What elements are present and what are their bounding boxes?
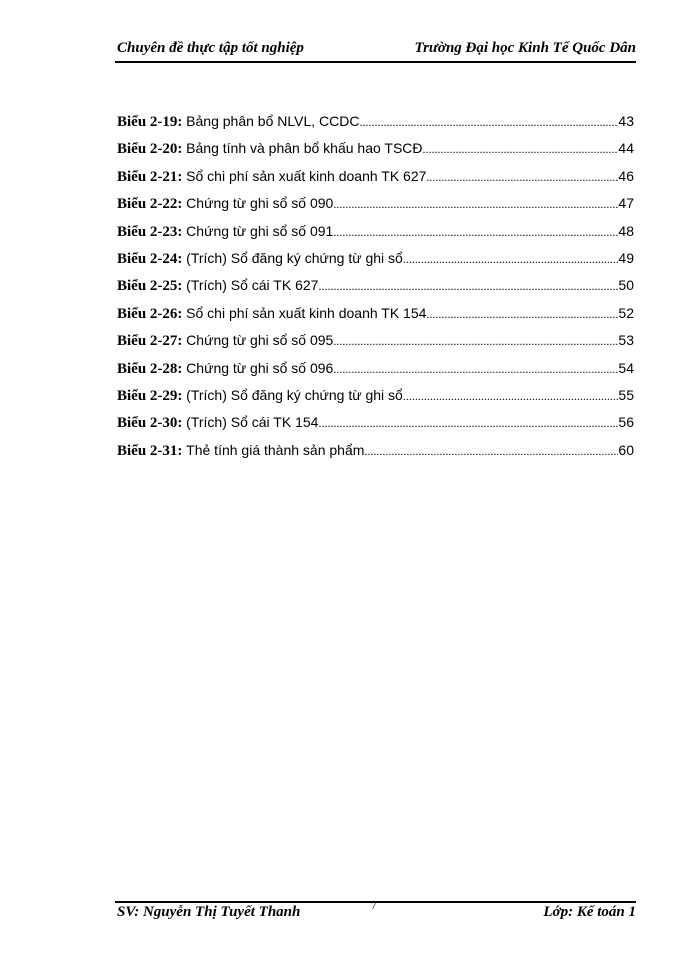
toc-entry[interactable] — [117, 442, 634, 469]
toc-entry-title: Chứng từ ghi sổ số 096 — [186, 359, 334, 376]
toc-entry-title: (Trích) Sổ cái TK 154 — [186, 414, 319, 431]
toc-entry[interactable] — [117, 168, 634, 195]
toc-entry[interactable] — [117, 140, 634, 167]
toc-leader-dots — [423, 142, 619, 157]
toc-entry-title: Thẻ tính giá thành sản phẩm — [186, 441, 365, 458]
toc-entry[interactable] — [117, 332, 634, 359]
toc-entry-label: Biểu 2-24: — [117, 250, 183, 267]
toc-entry[interactable] — [117, 223, 634, 250]
footer-student-name: SV: Nguyễn Thị Tuyết Thanh — [117, 904, 301, 920]
toc-entry-label: Biểu 2-31: — [117, 442, 183, 459]
toc-leader-dots — [333, 225, 618, 240]
toc-entry-title: Chứng từ ghi sổ số 090 — [186, 195, 334, 212]
table-of-figures — [117, 113, 634, 469]
toc-leader-dots — [333, 197, 618, 212]
toc-leader-dots — [403, 252, 619, 267]
toc-entry[interactable] — [117, 387, 634, 414]
toc-entry-label: Biểu 2-22: — [117, 196, 183, 213]
toc-leader-dots — [403, 389, 619, 404]
toc-entry-title: Chứng từ ghi sổ số 095 — [186, 332, 334, 349]
toc-entry[interactable] — [117, 277, 634, 304]
toc-entry-title: (Trích) Sổ cái TK 627 — [186, 277, 319, 294]
toc-entry-label: Biểu 2-28: — [117, 360, 183, 377]
toc-entry-page: 46 — [618, 167, 634, 184]
toc-entry-label: Biểu 2-20: — [117, 141, 183, 158]
toc-leader-dots — [333, 362, 618, 377]
toc-entry[interactable] — [117, 414, 634, 441]
toc-entry-title: Sổ chi phí sản xuất kinh doanh TK 627 — [186, 167, 427, 184]
toc-entry-label: Biểu 2-21: — [117, 168, 183, 185]
toc-entry[interactable] — [117, 360, 634, 387]
toc-leader-dots — [333, 334, 618, 349]
toc-entry[interactable] — [117, 195, 634, 222]
toc-entry[interactable] — [117, 250, 634, 277]
toc-entry-page: 48 — [618, 222, 634, 239]
page-footer — [117, 902, 636, 924]
toc-entry-label: Biểu 2-26: — [117, 305, 183, 322]
toc-entry-title: (Trích) Sổ đăng ký chứng từ ghi sổ — [186, 249, 403, 266]
toc-entry-page: 47 — [618, 195, 634, 212]
toc-entry-title: (Trích) Sổ đăng ký chứng từ ghi sổ — [186, 386, 403, 403]
toc-entry-title: Sổ chi phí sản xuất kinh doanh TK 154 — [186, 304, 427, 321]
toc-entry-page: 53 — [618, 332, 634, 349]
toc-leader-dots — [359, 115, 618, 130]
toc-entry-page: 56 — [618, 414, 634, 431]
toc-entry-label: Biểu 2-29: — [117, 387, 183, 404]
header-divider — [115, 61, 636, 63]
toc-entry-page: 55 — [618, 386, 634, 403]
page-header — [117, 38, 636, 60]
toc-entry-page: 52 — [618, 304, 634, 321]
toc-leader-dots — [318, 279, 618, 294]
toc-leader-dots — [426, 170, 618, 185]
header-document-title: Chuyên đề thực tập tốt nghiệp — [117, 40, 304, 56]
toc-entry-title: Chứng từ ghi sổ số 091 — [186, 222, 334, 239]
toc-entry-page: 54 — [618, 359, 634, 376]
toc-entry[interactable] — [117, 113, 634, 140]
toc-entry-label: Biểu 2-30: — [117, 415, 183, 432]
footer-page-number: 7 — [371, 900, 377, 912]
toc-entry-page: 43 — [618, 113, 634, 129]
toc-entry-label: Biểu 2-23: — [117, 223, 183, 240]
toc-entry-label: Biểu 2-27: — [117, 333, 183, 350]
toc-entry-title: Bảng phân bổ NLVL, CCDC — [186, 113, 360, 129]
toc-leader-dots — [426, 307, 618, 322]
toc-entry-page: 49 — [618, 249, 634, 266]
toc-entry-label: Biểu 2-25: — [117, 278, 183, 295]
footer-class-name: Lớp: Kế toán 1 — [543, 904, 636, 920]
toc-entry-page: 60 — [618, 441, 634, 458]
toc-leader-dots — [364, 444, 618, 459]
header-university-name: Trường Đại học Kinh Tế Quốc Dân — [414, 40, 636, 56]
toc-entry-label: Biểu 2-19: — [117, 114, 183, 130]
toc-entry-page: 50 — [618, 277, 634, 294]
toc-leader-dots — [318, 416, 618, 431]
toc-entry[interactable] — [117, 305, 634, 332]
toc-entry-title: Bảng tính và phân bổ khấu hao TSCĐ — [186, 140, 423, 157]
toc-entry-page: 44 — [618, 140, 634, 157]
